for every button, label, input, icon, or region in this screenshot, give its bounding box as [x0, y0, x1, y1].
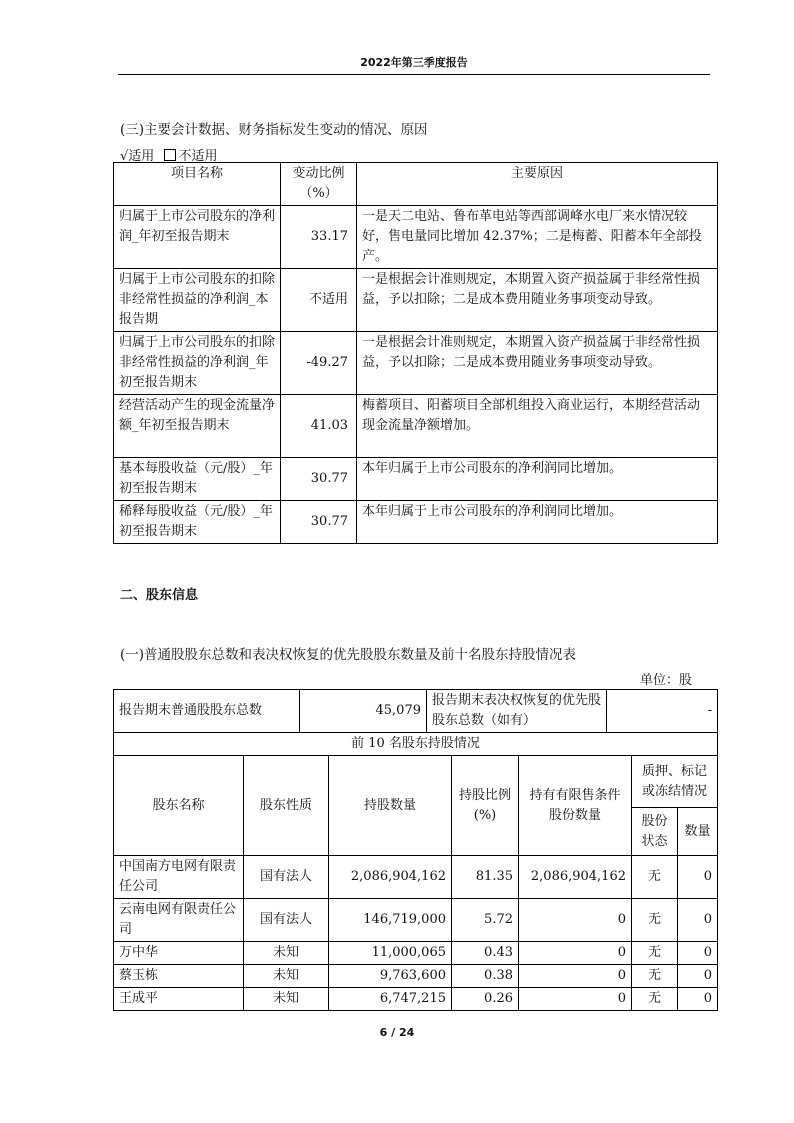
- pct-cell: 33.17: [281, 206, 357, 269]
- holder-status-cell: 无: [632, 856, 678, 899]
- holder-nature-cell: 国有法人: [244, 856, 329, 899]
- not-applicable-label: 不适用: [178, 149, 218, 164]
- holder-shares-cell: 146,719,000: [329, 899, 452, 942]
- section-heading-changes: (三)主要会计数据、财务指标发生变动的情况、原因: [120, 122, 428, 138]
- holder-ratio-cell: 0.38: [452, 965, 519, 988]
- holder-restricted-cell: 0: [519, 942, 632, 965]
- holder-nature-cell: 未知: [244, 965, 329, 988]
- table-row: [114, 965, 718, 988]
- column-header-pledge-status: 股份状态: [632, 808, 678, 856]
- page-number: 6 / 24: [379, 1026, 415, 1039]
- pct-cell: 不适用: [281, 269, 357, 332]
- table-row: [114, 501, 718, 544]
- preferred-holders-value: -: [607, 690, 718, 733]
- reason-cell: 梅蓄项目、阳蓄项目全部机组投入商业运行，本期经营活动现金流量净额增加。: [357, 395, 718, 458]
- table-row: [114, 856, 718, 899]
- table-row: [114, 206, 718, 269]
- holder-qty-cell: 0: [678, 942, 718, 965]
- reason-cell: 本年归属于上市公司股东的净利润同比增加。: [357, 458, 718, 501]
- column-header-item: 项目名称: [114, 163, 281, 206]
- table-row: [114, 332, 718, 395]
- holder-qty-cell: 0: [678, 988, 718, 1011]
- column-header-ratio: 持股比例(%): [452, 756, 519, 856]
- column-header-reason: 主要原因: [357, 163, 718, 206]
- holder-restricted-cell: 0: [519, 899, 632, 942]
- holder-ratio-cell: 81.35: [452, 856, 519, 899]
- table-row: [114, 395, 718, 458]
- holder-status-cell: 无: [632, 942, 678, 965]
- reason-cell: 本年归属于上市公司股东的净利润同比增加。: [357, 501, 718, 544]
- holder-shares-cell: 6,747,215: [329, 988, 452, 1011]
- top10-shareholders-table: [113, 732, 718, 1011]
- item-cell: 归属于上市公司股东的净利润_年初至报告期末: [114, 206, 281, 269]
- holder-status-cell: 无: [632, 988, 678, 1011]
- holder-restricted-cell: 0: [519, 988, 632, 1011]
- holder-name-cell: 王成平: [114, 988, 244, 1011]
- holder-qty-cell: 0: [678, 965, 718, 988]
- applicable-checked: √适用: [120, 149, 155, 164]
- holder-restricted-cell: 2,086,904,162: [519, 856, 632, 899]
- item-cell: 基本每股收益（元/股）_年初至报告期末: [114, 458, 281, 501]
- holder-restricted-cell: 0: [519, 965, 632, 988]
- holder-name-cell: 云南电网有限责任公司: [114, 899, 244, 942]
- total-holders-value: 45,079: [300, 690, 427, 733]
- column-header-nature: 股东性质: [244, 756, 329, 856]
- preferred-holders-label: 报告期末表决权恢复的优先股股东总数（如有）: [427, 690, 607, 733]
- pct-cell: -49.27: [281, 332, 357, 395]
- section-heading-shareholders: (一)普通股股东总数和表决权恢复的优先股股东数量及前十名股东持股情况表: [120, 647, 577, 663]
- reason-cell: 一是根据会计准则规定，本期置入资产损益属于非经常性损益，予以扣除；二是成本费用随业务事项变动导致。: [357, 269, 718, 332]
- holder-shares-cell: 9,763,600: [329, 965, 452, 988]
- table-row: [114, 899, 718, 942]
- top10-title: 前 10 名股东持股情况: [114, 733, 718, 756]
- page-header: 2022年第三季度报告: [118, 54, 710, 75]
- table-row: [114, 942, 718, 965]
- column-header-pct: 变动比例（%）: [281, 163, 357, 206]
- pct-cell: 30.77: [281, 458, 357, 501]
- part-title-shareholders: 二、股东信息: [120, 588, 199, 603]
- table-row: [114, 988, 718, 1011]
- item-cell: 归属于上市公司股东的扣除非经常性损益的净利润_本报告期: [114, 269, 281, 332]
- holder-shares-cell: 11,000,065: [329, 942, 452, 965]
- holder-shares-cell: 2,086,904,162: [329, 856, 452, 899]
- holder-status-cell: 无: [632, 899, 678, 942]
- unit-label: 单位：股: [640, 673, 693, 688]
- holder-status-cell: 无: [632, 965, 678, 988]
- item-cell: 经营活动产生的现金流量净额_年初至报告期末: [114, 395, 281, 458]
- total-holders-label: 报告期末普通股股东总数: [114, 690, 300, 733]
- column-header-shares: 持股数量: [329, 756, 452, 856]
- shareholder-summary-table: [113, 689, 718, 733]
- holder-ratio-cell: 5.72: [452, 899, 519, 942]
- holder-qty-cell: 0: [678, 899, 718, 942]
- table-row: [114, 269, 718, 332]
- holder-qty-cell: 0: [678, 856, 718, 899]
- column-header-pledge-qty: 数量: [678, 808, 718, 856]
- holder-nature-cell: 国有法人: [244, 899, 329, 942]
- column-header-restricted: 持有有限售条件股份数量: [519, 756, 632, 856]
- holder-name-cell: 中国南方电网有限责任公司: [114, 856, 244, 899]
- holder-nature-cell: 未知: [244, 988, 329, 1011]
- change-reasons-table: [113, 162, 718, 544]
- table-row: [114, 458, 718, 501]
- holder-name-cell: 万中华: [114, 942, 244, 965]
- holder-name-cell: 蔡玉栋: [114, 965, 244, 988]
- item-cell: 归属于上市公司股东的扣除非经常性损益的净利润_年初至报告期末: [114, 332, 281, 395]
- checkbox-icon: [164, 149, 176, 161]
- reason-cell: 一是天二电站、鲁布革电站等西部调峰水电厂来水情况较好，售电量同比增加 42.37%；二是梅蓄、阳蓄本年全部投产。: [357, 206, 718, 269]
- pct-cell: 30.77: [281, 501, 357, 544]
- column-header-name: 股东名称: [114, 756, 244, 856]
- item-cell: 稀释每股收益（元/股）_年初至报告期末: [114, 501, 281, 544]
- holder-ratio-cell: 0.43: [452, 942, 519, 965]
- holder-nature-cell: 未知: [244, 942, 329, 965]
- column-header-pledge: 质押、标记或冻结情况: [632, 756, 718, 808]
- pct-cell: 41.03: [281, 395, 357, 458]
- reason-cell: 一是根据会计准则规定，本期置入资产损益属于非经常性损益，予以扣除；二是成本费用随业务事项变动导致。: [357, 332, 718, 395]
- holder-ratio-cell: 0.26: [452, 988, 519, 1011]
